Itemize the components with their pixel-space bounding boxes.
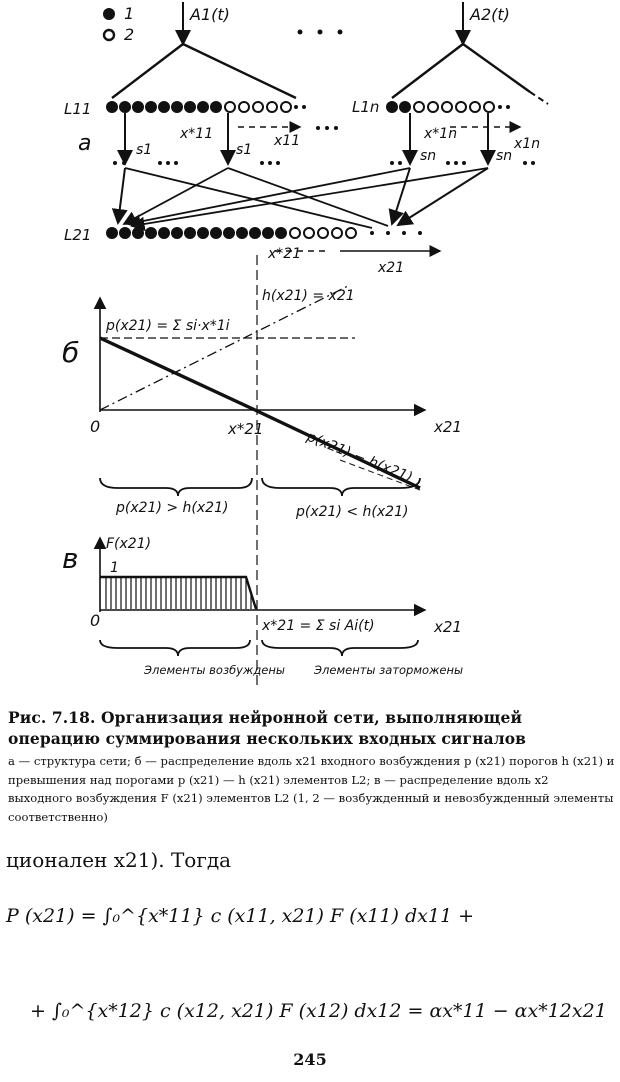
panel-a-structure xyxy=(112,2,548,251)
p-minus-h-line xyxy=(100,338,255,410)
panel-v-origin: 0 xyxy=(90,611,101,630)
input-a1-label: A1(t) xyxy=(190,5,230,24)
panel-b-letter: б xyxy=(62,336,80,369)
equation-line-2: + ∫₀^{x*12} c (x12, x21) F (x12) dx12 = αx*11 − αx*12x21 xyxy=(30,1000,607,1022)
body-continuation: ционален x21). Тогда xyxy=(6,848,232,872)
h-line-label: h(x21) = x21 xyxy=(262,288,355,304)
s1-label-right: s1 xyxy=(236,142,253,158)
legend xyxy=(103,4,134,44)
sn-label-right: sn xyxy=(496,148,513,164)
x1n-label: x1n xyxy=(514,136,541,152)
x11-label: x11 xyxy=(274,133,301,149)
input-a2-label: A2(t) xyxy=(470,5,510,24)
excited-label: Элементы возбуждены xyxy=(144,663,285,677)
legend-open-circle xyxy=(104,30,114,40)
panel-v-level-label: 1 xyxy=(110,560,119,576)
layer-L1n-neurons xyxy=(386,101,510,113)
brace-excited xyxy=(100,640,250,656)
region-right-label: p(x21) < h(x21) xyxy=(296,504,409,520)
panel-v-x-axis-label: x21 xyxy=(434,618,462,636)
caption-title: Рис. 7.18. Организация нейронной сети, выполняющей операцию суммирования нескольких входных сигналов xyxy=(8,708,527,748)
brace-left xyxy=(100,478,252,496)
x11-star-label: x*11 xyxy=(180,126,214,142)
x1n-star-label: x*1n xyxy=(424,126,458,142)
inhibited-label: Элементы заторможены xyxy=(314,663,464,677)
panel-b-x-axis-label: x21 xyxy=(434,418,462,436)
page-number: 245 xyxy=(293,1050,327,1069)
layer-L21-neurons xyxy=(106,227,422,239)
x21-star-label-a: x*21 xyxy=(268,246,302,262)
x21-label-a: x21 xyxy=(378,260,405,276)
caption-body: а — структура сети; б — распределение вдоль x21 входного возбуждения p (x21) порогов h (x21) и превышения над порогами p (x21) — h (x21) элементов L2; в — распределение вдоль x2 выходного возбуждения F (x21) элементов L2 (1, 2 — возбужденный и невозбужденный элементы соответственно) xyxy=(8,754,615,824)
x21-star-formula: x*21 = Σ si Ai(t) xyxy=(262,618,375,634)
panel-v-letter: в xyxy=(62,542,79,575)
s1-label-left: s1 xyxy=(136,142,153,158)
excited-region-hatch xyxy=(102,577,256,609)
region-left-label: p(x21) > h(x21) xyxy=(116,500,229,516)
layer-L11-neurons xyxy=(106,101,306,113)
layer-l21-label: L21 xyxy=(64,226,92,244)
layer-l1n-label: L1n xyxy=(352,98,380,116)
legend-label-2: 2 xyxy=(124,25,135,44)
threshold-label: p(x21) = Σ si·x*1i xyxy=(106,318,230,334)
p-minus-h-label: p(x21) − h(x21) xyxy=(304,428,415,486)
equation-line-1: P (x21) = ∫₀^{x*11} c (x11, x21) F (x11) dx11 + xyxy=(6,905,474,927)
panel-b-x21-star: x*21 xyxy=(228,420,264,438)
sn-label-left: sn xyxy=(420,148,437,164)
panel-v-plot xyxy=(100,538,425,656)
figure-caption xyxy=(8,707,616,826)
legend-filled-circle xyxy=(103,8,115,20)
panel-v-y-axis-label: F(x21) xyxy=(106,536,152,552)
brace-inhibited xyxy=(262,640,418,656)
layer-l11-label: L11 xyxy=(64,100,92,118)
panel-b-origin: 0 xyxy=(90,417,101,436)
legend-label-1: 1 xyxy=(124,4,135,23)
panel-b-labels xyxy=(62,288,462,520)
panel-a-letter: a xyxy=(78,131,92,156)
